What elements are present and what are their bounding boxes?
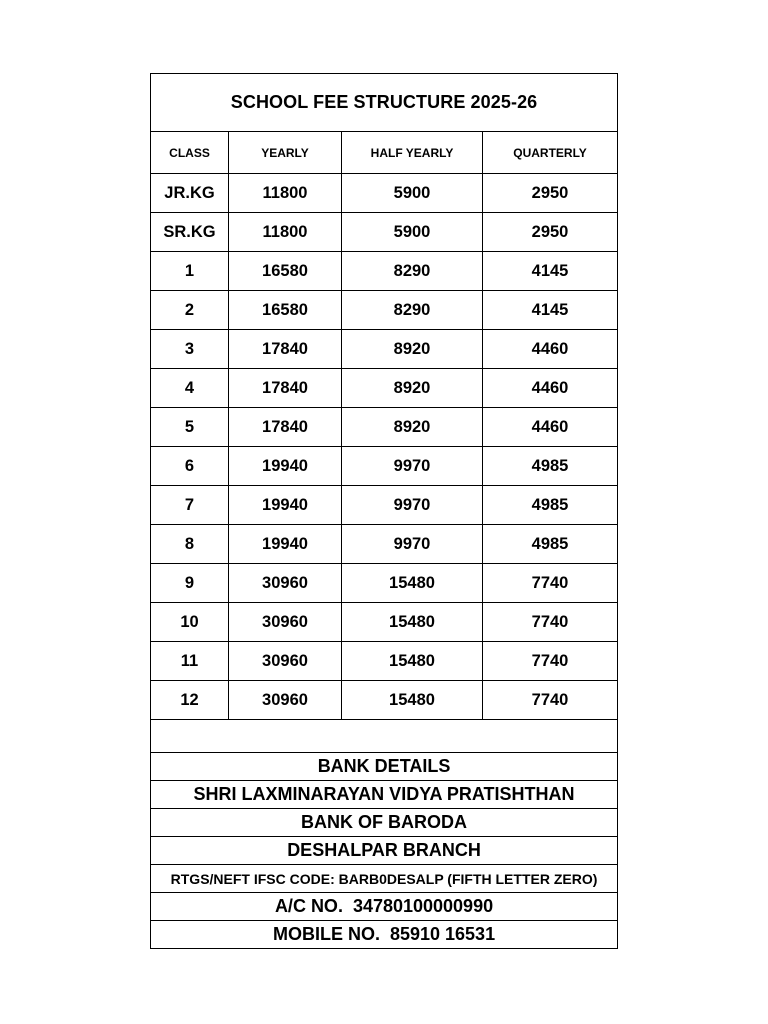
column-header-yearly: YEARLY — [229, 132, 342, 174]
branch-name: DESHALPAR BRANCH — [151, 837, 618, 865]
fee-cell-class: JR.KG — [151, 174, 229, 213]
fee-row — [151, 681, 618, 720]
fee-cell-half-yearly: 5900 — [342, 174, 483, 213]
fee-cell-quarterly: 4460 — [483, 408, 618, 447]
fee-cell-quarterly: 4460 — [483, 330, 618, 369]
fee-cell-half-yearly: 9970 — [342, 447, 483, 486]
fee-cell-half-yearly: 15480 — [342, 564, 483, 603]
fee-cell-class: 2 — [151, 291, 229, 330]
fee-cell-yearly: 30960 — [229, 603, 342, 642]
fee-cell-yearly: 30960 — [229, 564, 342, 603]
fee-cell-quarterly: 4145 — [483, 291, 618, 330]
fee-row — [151, 642, 618, 681]
fee-cell-quarterly: 4985 — [483, 447, 618, 486]
bank-name: BANK OF BARODA — [151, 809, 618, 837]
fee-cell-class: 5 — [151, 408, 229, 447]
account-name: SHRI LAXMINARAYAN VIDYA PRATISHTHAN — [151, 781, 618, 809]
fee-cell-yearly: 16580 — [229, 252, 342, 291]
fee-cell-class: 10 — [151, 603, 229, 642]
fee-row — [151, 486, 618, 525]
column-header-half-yearly: HALF YEARLY — [342, 132, 483, 174]
fee-cell-class: 6 — [151, 447, 229, 486]
fee-cell-quarterly: 4145 — [483, 252, 618, 291]
fee-cell-class: 9 — [151, 564, 229, 603]
fee-cell-yearly: 19940 — [229, 447, 342, 486]
fee-cell-half-yearly: 9970 — [342, 525, 483, 564]
bank-details-heading: BANK DETAILS — [151, 753, 618, 781]
fee-cell-class: SR.KG — [151, 213, 229, 252]
fee-cell-quarterly: 7740 — [483, 642, 618, 681]
fee-cell-half-yearly: 8920 — [342, 330, 483, 369]
fee-cell-quarterly: 4460 — [483, 369, 618, 408]
fee-cell-quarterly: 4985 — [483, 525, 618, 564]
account-number: A/C NO. 34780100000990 — [151, 893, 618, 921]
fee-row — [151, 447, 618, 486]
fee-cell-class: 7 — [151, 486, 229, 525]
fee-cell-class: 12 — [151, 681, 229, 720]
fee-cell-quarterly: 2950 — [483, 174, 618, 213]
fee-cell-quarterly: 4985 — [483, 486, 618, 525]
fee-row — [151, 291, 618, 330]
fee-structure-sheet — [150, 73, 617, 949]
mobile-number: MOBILE NO. 85910 16531 — [151, 921, 618, 949]
fee-cell-yearly: 11800 — [229, 213, 342, 252]
fee-cell-yearly: 30960 — [229, 642, 342, 681]
fee-cell-yearly: 30960 — [229, 681, 342, 720]
fee-cell-half-yearly: 8290 — [342, 252, 483, 291]
column-header-class: CLASS — [151, 132, 229, 174]
fee-row — [151, 330, 618, 369]
fee-cell-class: 3 — [151, 330, 229, 369]
fee-cell-half-yearly: 8290 — [342, 291, 483, 330]
table-title: SCHOOL FEE STRUCTURE 2025-26 — [151, 74, 618, 132]
fee-cell-class: 11 — [151, 642, 229, 681]
fee-cell-quarterly: 2950 — [483, 213, 618, 252]
fee-cell-half-yearly: 5900 — [342, 213, 483, 252]
fee-cell-class: 4 — [151, 369, 229, 408]
fee-row — [151, 564, 618, 603]
ifsc-code: RTGS/NEFT IFSC CODE: BARB0DESALP (FIFTH LETTER ZERO) — [151, 865, 618, 893]
fee-cell-yearly: 11800 — [229, 174, 342, 213]
fee-cell-half-yearly: 15480 — [342, 603, 483, 642]
fee-cell-quarterly: 7740 — [483, 681, 618, 720]
fee-cell-yearly: 17840 — [229, 408, 342, 447]
fee-cell-quarterly: 7740 — [483, 603, 618, 642]
fee-cell-half-yearly: 15480 — [342, 642, 483, 681]
fee-cell-half-yearly: 8920 — [342, 408, 483, 447]
spacer-row — [151, 720, 618, 753]
fee-cell-class: 8 — [151, 525, 229, 564]
fee-cell-half-yearly: 9970 — [342, 486, 483, 525]
fee-table — [150, 73, 618, 949]
fee-row — [151, 525, 618, 564]
fee-row — [151, 369, 618, 408]
fee-row — [151, 252, 618, 291]
fee-cell-yearly: 17840 — [229, 330, 342, 369]
fee-row — [151, 603, 618, 642]
fee-cell-yearly: 16580 — [229, 291, 342, 330]
fee-row — [151, 174, 618, 213]
fee-cell-quarterly: 7740 — [483, 564, 618, 603]
fee-cell-yearly: 17840 — [229, 369, 342, 408]
fee-cell-class: 1 — [151, 252, 229, 291]
column-header-quarterly: QUARTERLY — [483, 132, 618, 174]
fee-cell-half-yearly: 8920 — [342, 369, 483, 408]
fee-row — [151, 408, 618, 447]
fee-row — [151, 213, 618, 252]
fee-cell-yearly: 19940 — [229, 486, 342, 525]
fee-cell-yearly: 19940 — [229, 525, 342, 564]
fee-cell-half-yearly: 15480 — [342, 681, 483, 720]
